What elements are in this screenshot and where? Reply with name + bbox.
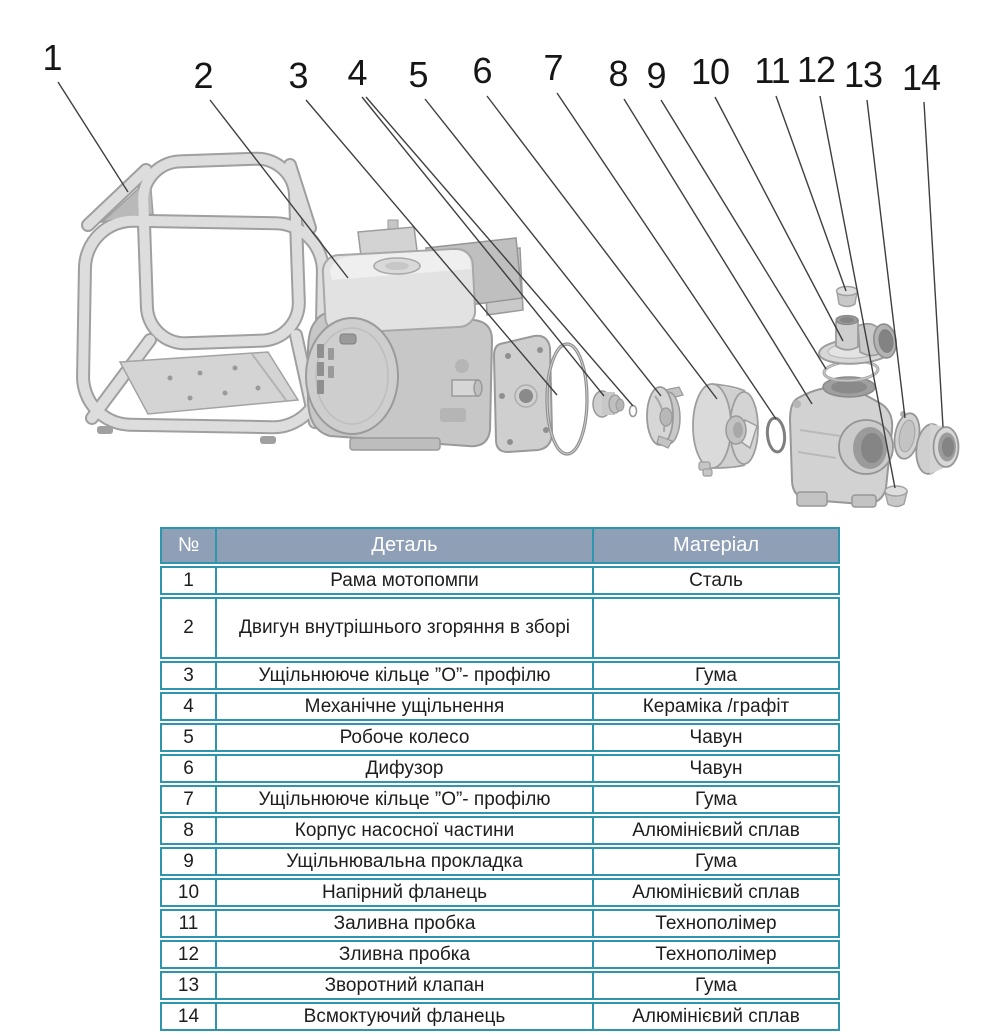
callout-2: 2 [193, 55, 213, 96]
cell-num: 7 [162, 787, 217, 812]
callout-11: 11 [754, 50, 790, 91]
callout-3: 3 [288, 55, 308, 96]
callout-10: 10 [690, 51, 730, 92]
callout-7: 7 [543, 47, 563, 88]
cell-material: Гума [695, 664, 737, 686]
cell-part: Ущільнююче кільце ”О”- профілю [217, 663, 594, 688]
cell-part: Корпус насосної частини [217, 818, 594, 843]
table-row [160, 566, 840, 595]
part-fill-plug [837, 287, 858, 307]
part-mechanical-seal [593, 391, 637, 417]
cell-num: 11 [162, 911, 217, 936]
cell-part: Рама мотопомпи [217, 568, 594, 593]
table-row [160, 661, 840, 690]
table-row [160, 909, 840, 938]
cell-material: Чавун [689, 726, 743, 748]
part-engine [306, 220, 552, 452]
part-impeller [647, 387, 683, 448]
cell-material: Алюмінієвий сплав [632, 881, 800, 903]
cell-num: 6 [162, 756, 217, 781]
table-row [160, 785, 840, 814]
cell-num: 8 [162, 818, 217, 843]
callout-9: 9 [646, 55, 666, 96]
callout-1: 1 [42, 37, 62, 78]
cell-part: Ущільнювальна прокладка [217, 849, 594, 874]
cell-material: Гума [695, 974, 737, 996]
parts-table [160, 527, 840, 1033]
part-suction-flange [914, 423, 959, 476]
cell-num: 10 [162, 880, 217, 905]
table-row [160, 816, 840, 845]
callout-14: 14 [901, 57, 941, 98]
table-row [160, 847, 840, 876]
table-row [160, 692, 840, 721]
cell-material: Гума [695, 788, 737, 810]
callout-8: 8 [608, 53, 628, 94]
cell-material: Технополімер [655, 943, 777, 965]
cell-material [594, 599, 838, 657]
table-body [160, 566, 840, 1031]
callout-13: 13 [843, 54, 883, 95]
table-header-row [160, 527, 840, 564]
cell-num: 4 [162, 694, 217, 719]
cell-part: Робоче колесо [217, 725, 594, 750]
cell-part: Двигун внутрішнього згоряння в зборі [217, 599, 594, 657]
col-header-material: Матеріал [673, 534, 759, 556]
cell-part: Зливна пробка [217, 942, 594, 967]
cell-material: Чавун [689, 757, 743, 779]
part-discharge-flange [818, 316, 898, 367]
callout-5: 5 [408, 54, 428, 95]
table-row [160, 1002, 840, 1031]
frame-base-plate [120, 352, 298, 414]
cell-num: 14 [162, 1004, 217, 1029]
cell-part: Всмоктуючий фланець [217, 1004, 594, 1029]
part-oring-large [547, 344, 587, 454]
seal-ring [630, 406, 637, 417]
frame-foot [260, 436, 276, 444]
cell-num: 13 [162, 973, 217, 998]
cell-num: 12 [162, 942, 217, 967]
cell-num: 1 [162, 568, 217, 593]
cell-part: Ущільнююче кільце ”О”- профілю [217, 787, 594, 812]
cell-part: Заливна пробка [217, 911, 594, 936]
cell-part: Механічне ущільнення [217, 694, 594, 719]
table-row [160, 940, 840, 969]
part-oring-small [766, 417, 786, 453]
cell-material: Технополімер [655, 912, 777, 934]
cell-num: 3 [162, 663, 217, 688]
cell-material: Гума [695, 850, 737, 872]
table-row [160, 723, 840, 752]
cell-num: 9 [162, 849, 217, 874]
frame-foot [97, 426, 113, 434]
col-header-part: Деталь [217, 529, 594, 562]
cell-material: Алюмінієвий сплав [632, 1005, 800, 1027]
table-row [160, 754, 840, 783]
cell-part: Напірний фланець [217, 880, 594, 905]
callout-6: 6 [472, 50, 492, 91]
table-row [160, 971, 840, 1000]
part-drain-plug [885, 486, 907, 507]
cell-part: Дифузор [217, 756, 594, 781]
table-row [160, 597, 840, 659]
cell-material: Сталь [689, 569, 743, 591]
cell-material: Кераміка /графіт [642, 695, 790, 717]
callout-12: 12 [796, 49, 836, 90]
table-row [160, 878, 840, 907]
cell-material: Алюмінієвий сплав [632, 819, 800, 841]
cell-num: 2 [162, 599, 217, 657]
cell-num: 5 [162, 725, 217, 750]
part-diffuser [693, 384, 758, 476]
cell-part: Зворотний клапан [217, 973, 594, 998]
recoil-handle [340, 334, 356, 344]
col-header-num: № [162, 529, 217, 562]
callout-4: 4 [347, 52, 367, 93]
